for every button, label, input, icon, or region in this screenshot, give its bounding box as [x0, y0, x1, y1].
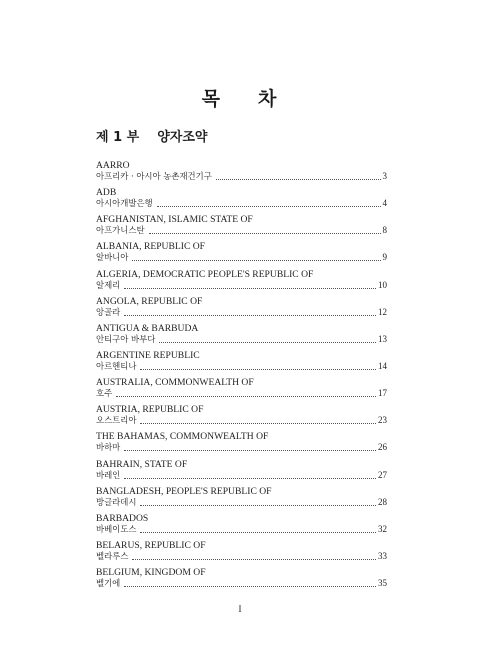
toc-entry-row	[96, 415, 387, 426]
toc-entry-row	[96, 470, 387, 481]
toc-entry-korean-name: 오스트리아	[96, 415, 137, 426]
toc-entry-korean-name: 안티구아 바부다	[96, 333, 156, 344]
toc-entry-page-number: 33	[378, 550, 387, 561]
toc-entry-page-number: 26	[378, 442, 387, 453]
dot-leader	[149, 232, 381, 234]
toc-entry[interactable]	[96, 241, 387, 268]
toc-entry-page-number: 28	[378, 496, 387, 507]
dot-leader	[140, 422, 376, 424]
toc-entry[interactable]	[96, 567, 387, 594]
dot-leader	[124, 287, 376, 289]
toc-entry-row	[96, 578, 387, 589]
toc-entry[interactable]	[96, 377, 387, 404]
toc-entry-row	[96, 442, 387, 453]
toc-entry-korean-name: 벨라루스	[96, 550, 129, 561]
dot-leader	[116, 395, 376, 397]
toc-entry[interactable]	[96, 187, 387, 214]
toc-entry-row	[96, 307, 387, 318]
toc-entry-korean-name: 방글라데시	[96, 496, 137, 507]
toc-entry-english-name: ANGOLA, REPUBLIC OF	[96, 295, 203, 307]
toc-entry[interactable]	[96, 431, 387, 458]
toc-entry-english-name: BANGLADESH, PEOPLE'S REPUBLIC OF	[96, 485, 272, 497]
toc-entry-row	[96, 171, 387, 182]
page-title-right: 차	[258, 88, 279, 110]
toc-entry-english-name: AARRO	[96, 160, 130, 171]
toc-entry-page-number: 27	[378, 469, 387, 480]
toc-entry-korean-name: 바베이도스	[96, 523, 137, 534]
dot-leader	[140, 368, 376, 370]
toc-entry-english-name: AFGHANISTAN, ISLAMIC STATE OF	[96, 214, 253, 226]
toc-entry-korean-name: 아르헨티나	[96, 360, 137, 371]
toc-entry-page-number: 17	[378, 388, 387, 399]
toc-entry-row	[96, 280, 387, 291]
part-number: 제 1 부	[96, 130, 140, 145]
dot-leader	[124, 314, 376, 316]
toc-entry-english-name: ALBANIA, REPUBLIC OF	[96, 241, 206, 253]
toc-entry-korean-name: 알제리	[96, 279, 121, 290]
dot-leader	[140, 531, 376, 533]
page-number: I	[238, 604, 242, 614]
toc-entry[interactable]	[96, 296, 387, 323]
toc-entry-english-name: AUSTRIA, REPUBLIC OF	[96, 404, 204, 416]
page-title-left: 목	[201, 88, 222, 110]
toc-entry[interactable]	[96, 214, 387, 241]
toc-entry-korean-name: 앙골라	[96, 306, 121, 317]
toc-entry-row	[96, 551, 387, 562]
toc-entry[interactable]	[96, 513, 387, 540]
toc-entry-row	[96, 524, 387, 535]
toc-entry[interactable]	[96, 459, 387, 486]
toc-entry-english-name: ADB	[96, 187, 117, 199]
dot-leader	[124, 449, 376, 451]
toc-entry-page-number: 32	[378, 523, 387, 534]
toc-entry[interactable]	[96, 323, 387, 350]
toc-entry-row	[96, 388, 387, 399]
toc-entry-english-name: BARBADOS	[96, 512, 149, 524]
toc-entry-english-name: ARGENTINE REPUBLIC	[96, 349, 200, 361]
toc-entry-page-number: 9	[382, 252, 387, 263]
toc-entry-page-number: 13	[378, 333, 387, 344]
toc-entry-korean-name: 아프가니스탄	[96, 225, 145, 236]
toc-entry-korean-name: 벨기에	[96, 578, 121, 589]
dot-leader	[159, 341, 376, 343]
toc-entry-page-number: 23	[378, 415, 387, 426]
toc-entry-page-number: 12	[378, 306, 387, 317]
toc-entry-english-name: ANTIGUA & BARBUDA	[96, 322, 199, 334]
part-name: 양자조약	[157, 130, 208, 145]
toc-entry-english-name: BELGIUM, KINGDOM OF	[96, 567, 206, 579]
toc-entry-korean-name: 아프리카 · 아시아 농촌재건기구	[96, 171, 212, 181]
toc-entry-page-number: 35	[378, 578, 387, 589]
dot-leader	[124, 477, 376, 479]
toc-entry-page-number: 4	[382, 198, 387, 209]
toc-entry-row	[96, 225, 387, 236]
toc-entry-korean-name: 알바니아	[96, 252, 129, 263]
toc-entry-page-number: 14	[378, 360, 387, 371]
toc-entry-row	[96, 252, 387, 263]
toc-entry-row	[96, 198, 387, 209]
toc-entry-korean-name: 아시아개발은행	[96, 198, 153, 209]
toc-entry[interactable]	[96, 350, 387, 377]
dot-leader	[140, 504, 376, 506]
toc-entry[interactable]	[96, 404, 387, 431]
toc-entry-page-number: 8	[382, 225, 387, 236]
toc-entry-page-number: 3	[382, 171, 387, 181]
toc-list	[96, 160, 387, 594]
toc-entry[interactable]	[96, 486, 387, 513]
toc-entry-korean-name: 바레인	[96, 469, 121, 480]
toc-entry-english-name: THE BAHAMAS, COMMONWEALTH OF	[96, 431, 269, 443]
toc-entry-english-name: BAHRAIN, STATE OF	[96, 458, 188, 470]
page-title	[0, 84, 480, 111]
toc-entry-row	[96, 334, 387, 345]
toc-entry[interactable]	[96, 160, 387, 187]
dot-leader	[124, 585, 376, 587]
toc-entry-row	[96, 361, 387, 372]
part-heading	[96, 126, 207, 145]
toc-entry[interactable]	[96, 269, 387, 296]
toc-entry-korean-name: 바하마	[96, 442, 121, 453]
dot-leader	[132, 259, 380, 261]
toc-entry-english-name: BELARUS, REPUBLIC OF	[96, 539, 206, 551]
toc-entry-english-name: ALGERIA, DEMOCRATIC PEOPLE'S REPUBLIC OF	[96, 268, 314, 280]
toc-entry-page-number: 10	[378, 279, 387, 290]
dot-leader	[157, 205, 381, 207]
dot-leader	[216, 178, 381, 180]
toc-entry[interactable]	[96, 540, 387, 567]
dot-leader	[132, 558, 376, 560]
toc-entry-row	[96, 497, 387, 508]
toc-entry-korean-name: 호주	[96, 388, 113, 399]
toc-entry-english-name: AUSTRALIA, COMMONWEALTH OF	[96, 377, 254, 389]
